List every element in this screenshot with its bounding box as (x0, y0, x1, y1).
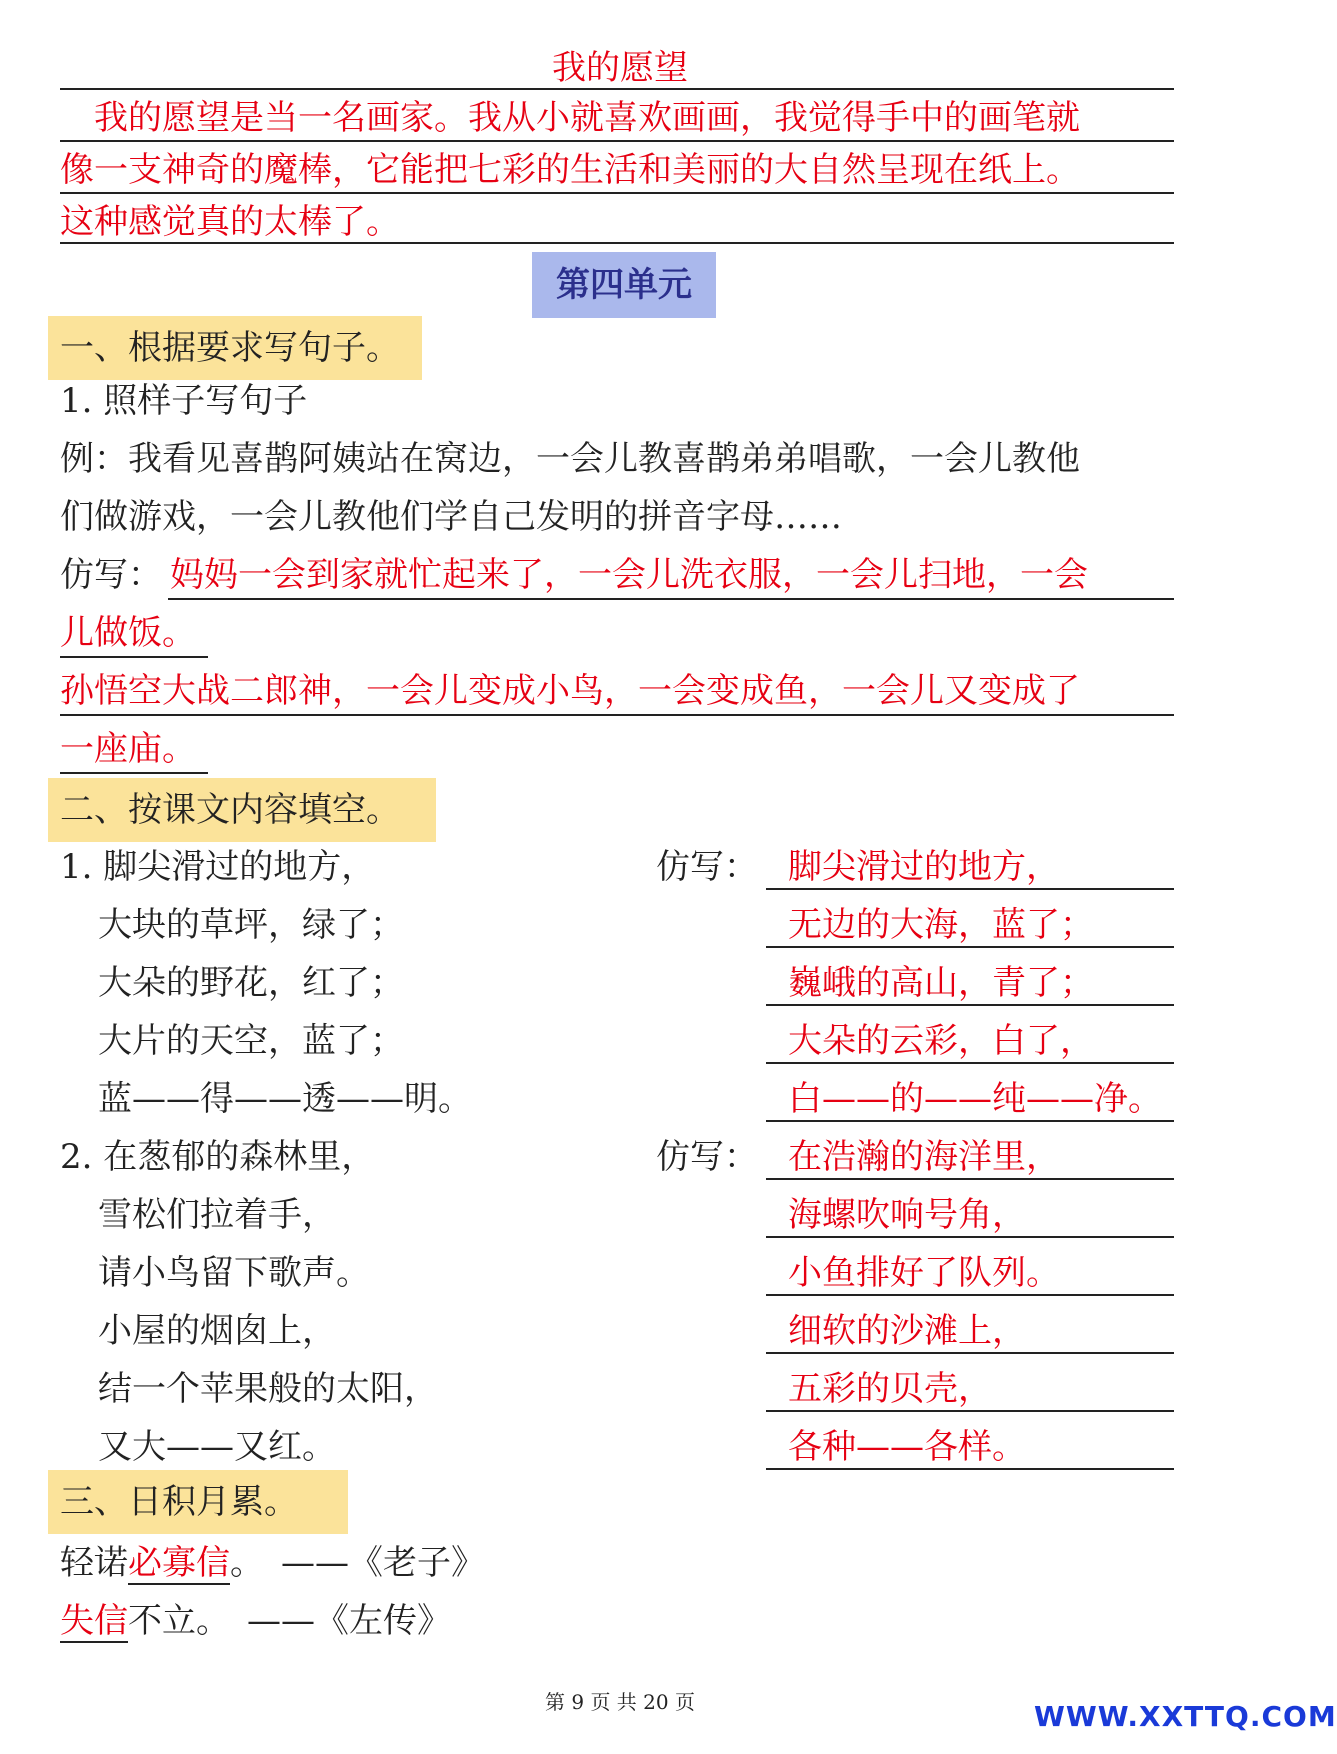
poem1-rule-5 (766, 1120, 1174, 1122)
quote1-answer: 必寡信 (128, 1543, 230, 1583)
essay-rule-2 (60, 192, 1174, 194)
poem1-line-3: 大朵的野花，红了； (98, 963, 404, 1003)
essay-line-3: 这种感觉真的太棒了。 (60, 202, 400, 242)
section3-heading: 三、日积月累。 (48, 1470, 348, 1534)
quote2-answer: 失信 (60, 1601, 128, 1641)
poem2-line-6: 又大——又红。 (98, 1427, 336, 1467)
poem2-rule-4 (766, 1352, 1174, 1354)
poem1-answer-3: 巍峨的高山，青了； (788, 963, 1094, 1003)
poem2-line-2: 雪松们拉着手， (98, 1195, 336, 1235)
answer1-rule-2 (60, 656, 208, 658)
answer2-rule-1 (60, 714, 1174, 716)
section1-heading: 一、根据要求写句子。 (48, 316, 422, 380)
poem2-rule-2 (766, 1236, 1174, 1238)
poem2-answer-5: 五彩的贝壳， (788, 1369, 992, 1409)
quote1-prefix: 轻诺 (60, 1543, 128, 1583)
quote1-suffix: 。 ——《老子》 (230, 1543, 485, 1583)
answer1-line-1: 妈妈一会到家就忙起来了，一会儿洗衣服，一会儿扫地，一会 (170, 555, 1088, 595)
poem2-line-3: 请小鸟留下歌声。 (98, 1253, 370, 1293)
poem2-line-4: 小屋的烟囱上， (98, 1311, 336, 1351)
quote2-suffix: 不立。 ——《左传》 (128, 1601, 451, 1641)
poem2-imitate-label: 仿写： (656, 1137, 758, 1177)
poem1-rule-4 (766, 1062, 1174, 1064)
page-number: 第 9 页 共 20 页 (545, 1690, 695, 1714)
poem1-line-2: 大块的草坪，绿了； (98, 905, 404, 945)
poem2-rule-3 (766, 1294, 1174, 1296)
poem1-line-5: 蓝——得——透——明。 (98, 1079, 472, 1119)
essay-rule-3 (60, 242, 1174, 244)
poem2-rule-6 (766, 1468, 1174, 1470)
section1-item-title: 1. 照样子写句子 (60, 381, 308, 421)
poem1-rule-3 (766, 1004, 1174, 1006)
poem2-rule-1 (766, 1178, 1174, 1180)
poem2-rule-5 (766, 1410, 1174, 1412)
poem2-answer-3: 小鱼排好了队列。 (788, 1253, 1060, 1293)
answer2-rule-2 (60, 772, 208, 774)
section2-heading: 二、按课文内容填空。 (48, 778, 436, 842)
poem2-answer-2: 海螺吹响号角， (788, 1195, 1026, 1235)
poem2-line-5: 结一个苹果般的太阳， (98, 1369, 438, 1409)
poem1-answer-4: 大朵的云彩，白了， (788, 1021, 1094, 1061)
quote-line-1 (60, 1540, 485, 1586)
poem2-line-1: 2. 在葱郁的森林里， (60, 1137, 376, 1177)
poem1-rule-1 (766, 888, 1174, 890)
answer2-line-1: 孙悟空大战二郎神，一会儿变成小鸟，一会变成鱼，一会儿又变成了 (60, 671, 1080, 711)
poem2-answer-4: 细软的沙滩上， (788, 1311, 1026, 1351)
answer2-line-2: 一座庙。 (60, 729, 196, 769)
unit-title: 第四单元 (532, 252, 716, 318)
example-line-2: 们做游戏，一会儿教他们学自己发明的拼音字母…… (60, 497, 842, 537)
poem1-rule-2 (766, 946, 1174, 948)
answer1-line-2: 儿做饭。 (60, 613, 196, 653)
watermark: WWW.XXTTQ.COM (1034, 1700, 1337, 1733)
essay-line-1: 我的愿望是当一名画家。我从小就喜欢画画，我觉得手中的画笔就 (60, 98, 1080, 138)
poem2-answer-6: 各种——各样。 (788, 1427, 1026, 1467)
poem1-answer-1: 脚尖滑过的地方， (788, 847, 1060, 887)
quote-line-2 (60, 1598, 451, 1644)
example-line-1: 例：我看见喜鹊阿姨站在窝边，一会儿教喜鹊弟弟唱歌，一会儿教他 (60, 439, 1080, 479)
imitate-label: 仿写： (60, 555, 162, 595)
essay-title-rule (60, 88, 1174, 90)
poem1-answer-2: 无边的大海，蓝了； (788, 905, 1094, 945)
poem1-line-4: 大片的天空，蓝了； (98, 1021, 404, 1061)
essay-title: 我的愿望 (552, 48, 688, 88)
poem1-answer-5: 白——的——纯——净。 (788, 1079, 1162, 1119)
poem1-line-1: 1. 脚尖滑过的地方， (60, 847, 376, 887)
answer1-rule-1 (168, 598, 1174, 600)
essay-rule-1 (60, 140, 1174, 142)
poem1-imitate-label: 仿写： (656, 847, 758, 887)
essay-line-2: 像一支神奇的魔棒，它能把七彩的生活和美丽的大自然呈现在纸上。 (60, 150, 1080, 190)
poem2-answer-1: 在浩瀚的海洋里， (788, 1137, 1060, 1177)
